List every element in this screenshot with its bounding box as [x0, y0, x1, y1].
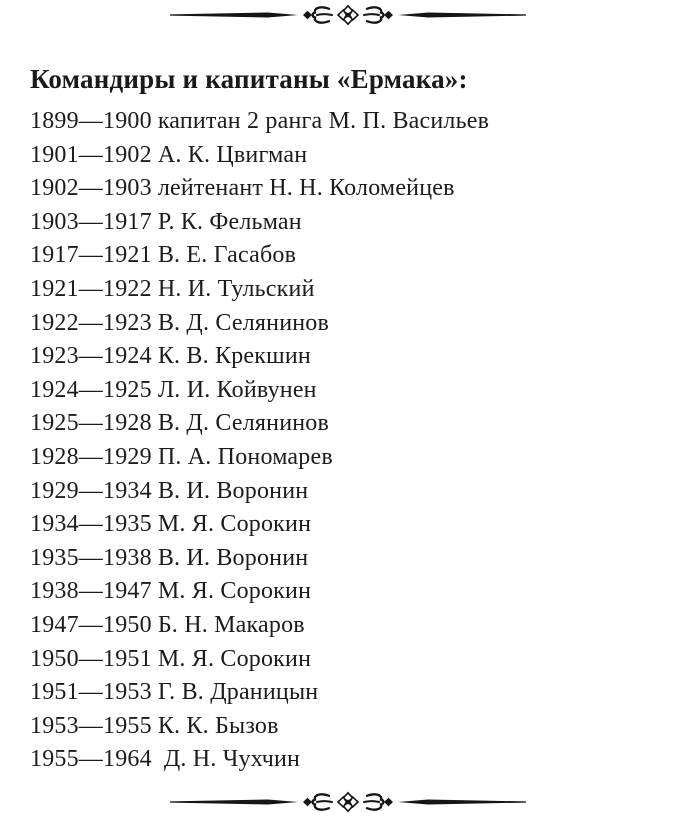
list-entry — [30, 273, 696, 307]
entry-name: В. И. Воронин — [157, 544, 309, 571]
entry-name: Б. Н. Макаров — [157, 611, 305, 638]
entry-name: М. Я. Сорокин — [157, 578, 312, 605]
entry-years: 1955—1964 — [30, 746, 152, 773]
list-entry — [30, 239, 696, 273]
entry-name: капитан 2 ранга М. П. Васильев — [157, 108, 490, 134]
entry-years: 1917—1921 — [30, 242, 152, 269]
entry-years: 1899—1900 — [30, 108, 152, 134]
list-entry — [30, 743, 696, 777]
entry-name: Г. В. Драницын — [157, 679, 319, 706]
list-entry — [30, 374, 696, 408]
entry-name: П. А. Пономарев — [157, 443, 333, 470]
top-divider — [170, 0, 526, 31]
entry-years: 1938—1947 — [30, 578, 152, 605]
entry-years: 1924—1925 — [30, 376, 152, 403]
page-title: Командиры и капитаны «Ермака»: — [30, 64, 468, 94]
list-entry — [30, 441, 696, 475]
list-entry — [30, 105, 696, 139]
floral-divider-icon — [170, 791, 526, 813]
entry-years: 1929—1934 — [30, 477, 152, 504]
entry-name: М. Я. Сорокин — [157, 645, 312, 672]
list-entry — [30, 407, 696, 441]
entry-name: лейтенант Н. Н. Коломейцев — [157, 175, 455, 202]
list-entry — [30, 676, 696, 710]
list-entry — [30, 139, 696, 173]
list-entry — [30, 307, 696, 341]
entry-years: 1951—1953 — [30, 679, 152, 706]
entry-name: Р. К. Фельман — [157, 208, 302, 235]
list-entry — [30, 508, 696, 542]
entry-name: А. К. Цвигман — [157, 141, 308, 168]
list-entry — [30, 206, 696, 240]
list-entry — [30, 340, 696, 374]
entry-years: 1928—1929 — [30, 443, 152, 470]
list-entry — [30, 475, 696, 509]
list-entry — [30, 710, 696, 744]
bottom-divider — [170, 791, 526, 818]
entry-name: В. Д. Селянинов — [157, 309, 330, 336]
entry-years: 1950—1951 — [30, 645, 152, 672]
entry-name: К. К. Бызов — [157, 712, 279, 739]
entry-years: 1922—1923 — [30, 309, 152, 336]
list-entry — [30, 643, 696, 677]
entry-years: 1923—1924 — [30, 343, 152, 370]
entry-years: 1935—1938 — [30, 544, 152, 571]
entry-name: К. В. Крекшин — [157, 343, 311, 370]
entry-years: 1921—1922 — [30, 275, 152, 302]
list-entry — [30, 542, 696, 576]
list-entry — [30, 609, 696, 643]
entry-name: М. Я. Сорокин — [157, 511, 312, 538]
entry-years: 1953—1955 — [30, 712, 152, 739]
entry-name: Н. И. Тульский — [157, 275, 315, 302]
entry-years: 1934—1935 — [30, 511, 152, 538]
entry-years: 1947—1950 — [30, 611, 152, 638]
entry-years: 1901—1902 — [30, 141, 152, 168]
entry-name: Д. Н. Чухчин — [163, 746, 301, 773]
list-entry — [30, 172, 696, 206]
floral-divider-icon — [170, 4, 526, 26]
captains-list — [0, 105, 696, 777]
entry-years: 1902—1903 — [30, 175, 152, 202]
entry-name: Л. И. Койвунен — [157, 376, 317, 403]
entry-name: В. Е. Гасабов — [157, 242, 297, 269]
entry-years: 1925—1928 — [30, 410, 152, 437]
list-entry — [30, 575, 696, 609]
entry-years: 1903—1917 — [30, 208, 152, 235]
entry-name: В. Д. Селянинов — [157, 410, 330, 437]
entry-name: В. И. Воронин — [157, 477, 309, 504]
